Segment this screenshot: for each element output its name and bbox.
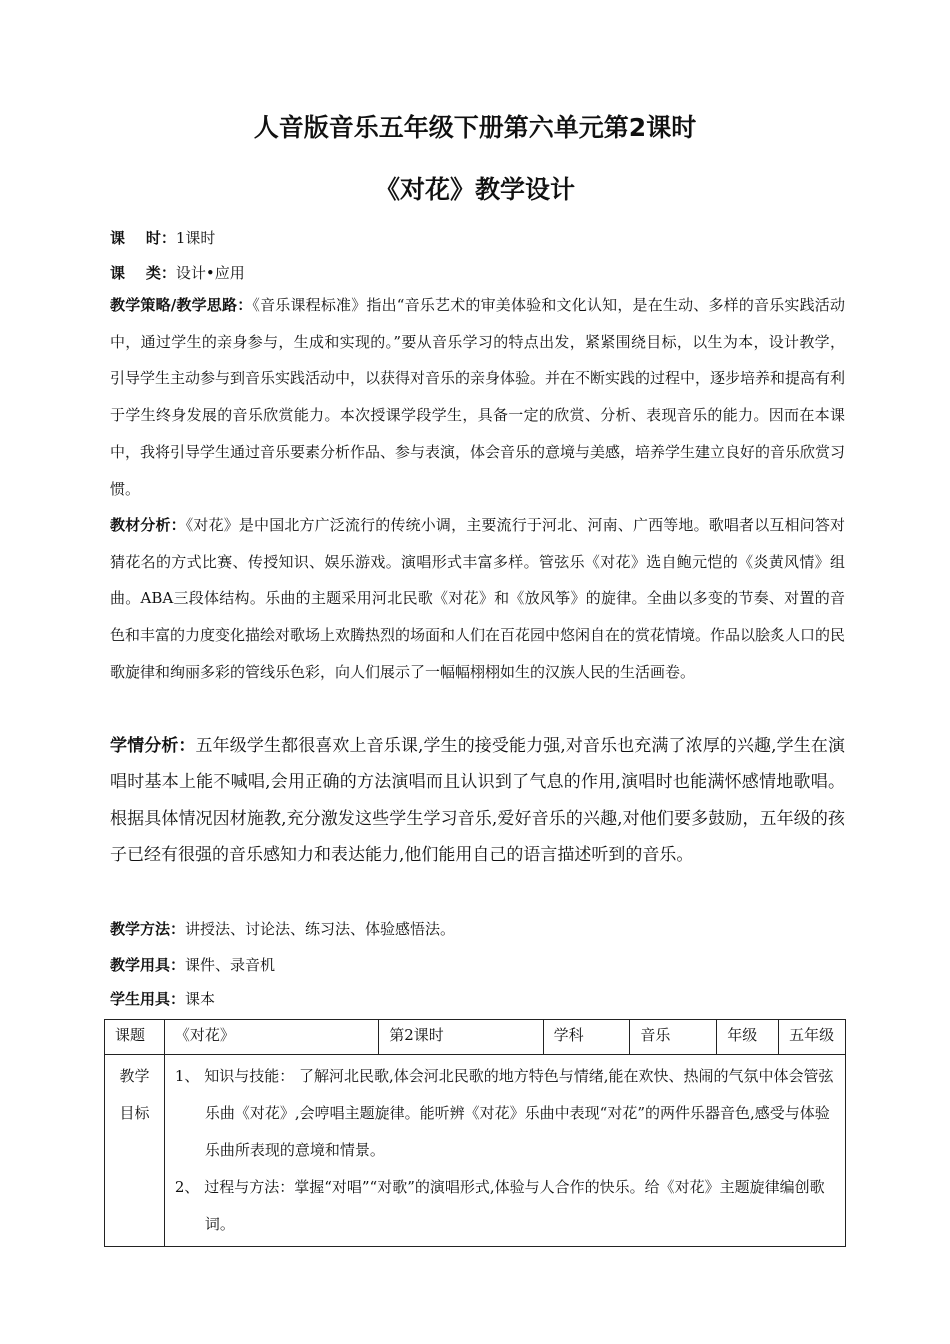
student-tools-value: 课本 xyxy=(185,990,216,1008)
strategy-text: 《音乐课程标准》指出“音乐艺术的审美体验和文化认知，是在生动、多样的音乐实践活动中，通过学生的亲身参与，生成和实现的。”要从音乐学习的特点出发，紧紧围绕目标，以生为本，设计教学，引导学生主动参与到音乐实践活动中，以获得对音乐的亲身体验。并在不断实践的过程中，逐步培养和提高有利于学生终身发展的音乐欣赏能力。本次授课学段学生，具备一定的欣赏、分析、表现音乐的能力。因而在本课中，我将引导学生通过音乐要素分析作品、参与表演，体会音乐的意境与美感，培养学生建立良好的音乐欣赏习惯。 xyxy=(110,296,846,498)
methods-line xyxy=(110,918,455,939)
topic-label-cell: 课题 xyxy=(105,1020,165,1055)
goal-item: 2、 过程与方法：掌握“对唱”“对歌”的演唱形式,体验与人合作的快乐。给《对花》主题旋律编创歌词。 xyxy=(174,1178,825,1233)
goal-item: 1、 知识与技能： 了解河北民歌,体会河北民歌的地方特色与情绪,能在欢快、热闹的气氛中体会管弦乐曲《对花》,会哼唱主题旋律。能听辨《对花》乐曲中表现“对花”的两件乐器音色,感受与体验乐曲所表现的意境和情景。 xyxy=(174,1067,834,1159)
lesson-table xyxy=(104,1019,846,1247)
material-text: 《对花》是中国北方广泛流行的传统小调，主要流行于河北、河南、广西等地。歌唱者以互相问答对猜花名的方式比赛、传授知识、娱乐游戏。演唱形式丰富多样。管弦乐《对花》选自鲍元恺的《炎黄风情》组曲。ABA三段体结构。乐曲的主题采用河北民歌《对花》和《放风筝》的旋律。全曲以多变的节奏、对置的音色和丰富的力度变化描绘对歌场上欢腾热烈的场面和人们在百花园中悠闲自在的赏花情境。作品以脍炙人口的民歌旋律和绚丽多彩的管线乐色彩，向人们展示了一幅幅栩栩如生的汉族人民的生活画卷。 xyxy=(110,516,846,681)
subject-value-cell: 音乐 xyxy=(630,1020,717,1055)
students-label: 学情分析： xyxy=(110,736,196,756)
table-header-row xyxy=(105,1020,846,1055)
methods-value: 讲授法、讨论法、练习法、体验感悟法。 xyxy=(185,920,456,938)
goals-label-cell: 教学目标 xyxy=(105,1055,165,1247)
period-line xyxy=(110,227,215,248)
period-cell: 第2课时 xyxy=(379,1020,543,1055)
tools-value: 课件、录音机 xyxy=(185,956,276,974)
goals-row xyxy=(105,1055,846,1247)
grade-value-cell: 五年级 xyxy=(779,1020,846,1055)
topic-value-cell: 《对花》 xyxy=(164,1020,378,1055)
students-text: 五年级学生都很喜欢上音乐课,学生的接受能力强,对音乐也充满了浓厚的兴趣,学生在演唱时基本上能不喊唱,会用正确的方法演唱而且认识到了气息的作用,演唱时也能满怀感情地歌唱。根据具体情况因材施教,充分激发这些学生学习音乐,爱好音乐的兴趣,对他们要多鼓励，五年级的孩子已经有很强的音乐感知力和表达能力,他们能用自己的语言描述听到的音乐。 xyxy=(110,736,845,866)
type-label: 课 类： xyxy=(110,264,176,282)
document-subtitle: 《对花》教学设计 xyxy=(374,175,575,204)
strategy-paragraph xyxy=(110,287,845,507)
tools-line xyxy=(110,954,275,975)
subject-label-cell: 学科 xyxy=(543,1020,630,1055)
tools-label: 教学用具： xyxy=(110,956,186,974)
type-value: 设计•应用 xyxy=(175,264,245,282)
methods-label: 教学方法： xyxy=(110,920,186,938)
student-tools-label: 学生用具： xyxy=(110,990,186,1008)
period-label: 课 时： xyxy=(110,229,176,247)
type-line xyxy=(110,262,245,283)
goals-content-cell xyxy=(164,1055,845,1247)
grade-label-cell: 年级 xyxy=(717,1020,779,1055)
strategy-label: 教学策略/教学思路： xyxy=(110,296,253,314)
material-paragraph xyxy=(110,507,845,691)
period-value: 1课时 xyxy=(175,229,216,247)
students-paragraph xyxy=(110,728,845,874)
student-tools-line xyxy=(110,988,215,1009)
material-label: 教材分析： xyxy=(110,516,186,534)
document-title: 人音版音乐五年级下册第六单元第2课时 xyxy=(253,113,697,142)
